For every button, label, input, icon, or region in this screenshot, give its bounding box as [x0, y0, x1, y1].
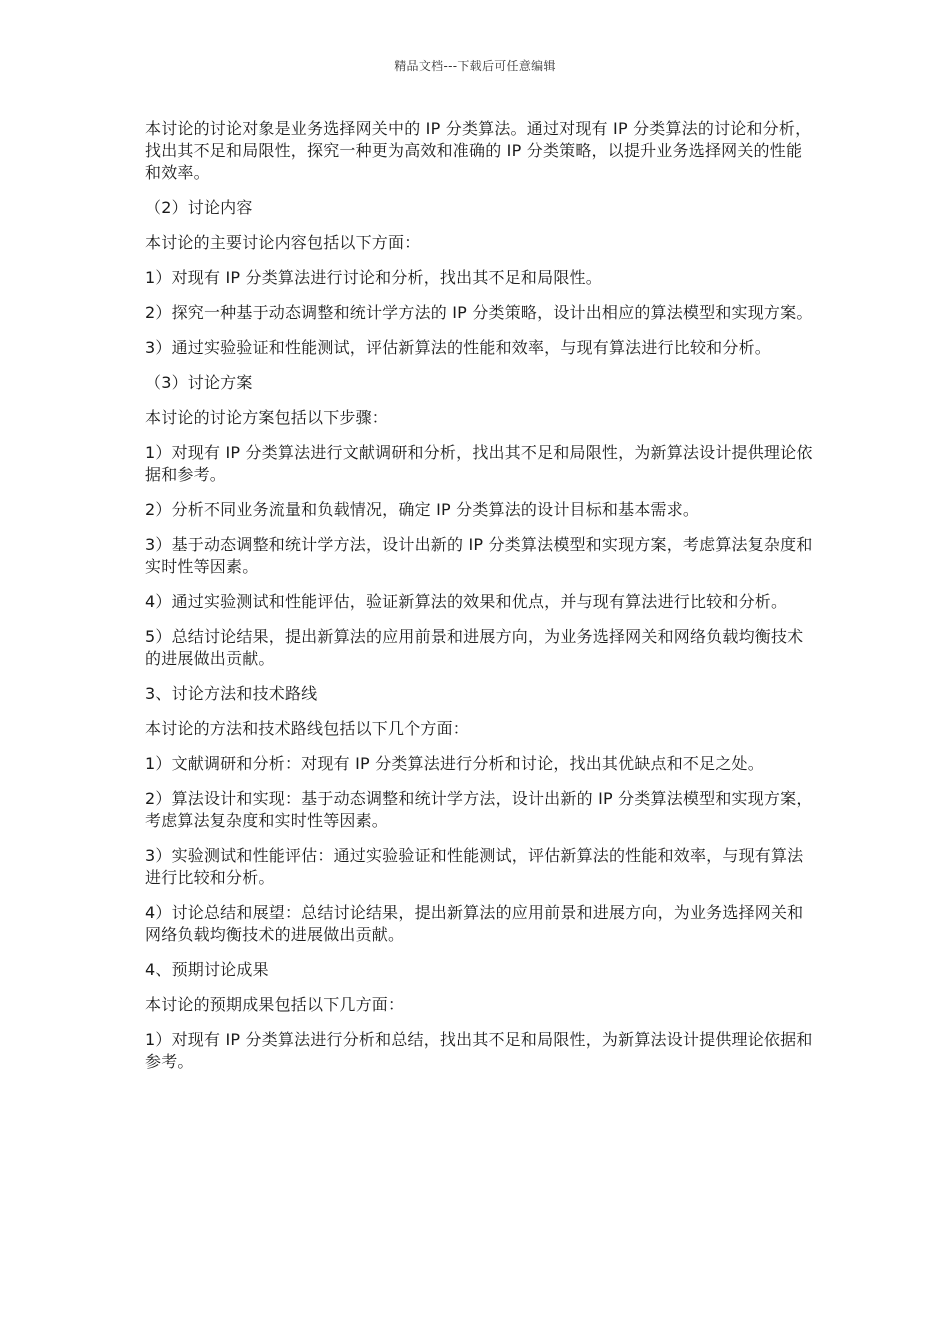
- list-item: 5）总结讨论结果，提出新算法的应用前景和进展方向，为业务选择网关和网络负载均衡技术的进展做出贡献。: [145, 627, 804, 668]
- section-heading-expected-results: 4、预期讨论成果: [145, 960, 269, 979]
- section-heading-discussion-plan: （3）讨论方案: [145, 373, 253, 392]
- paragraph: 本讨论的主要讨论内容包括以下方面：: [145, 233, 421, 252]
- page-header: 精品文档---下载后可任意编辑: [394, 59, 556, 73]
- paragraph: 本讨论的讨论方案包括以下步骤：: [145, 408, 389, 427]
- document-body: [145, 118, 817, 1086]
- list-item: 3）实验测试和性能评估：通过实验验证和性能测试，评估新算法的性能和效率，与现有算法进行比较和分析。: [145, 846, 804, 887]
- list-item: 2）分析不同业务流量和负载情况，确定 IP 分类算法的设计目标和基本需求。: [145, 500, 700, 519]
- list-item: 2）探究一种基于动态调整和统计学方法的 IP 分类策略，设计出相应的算法模型和实现方案。: [145, 303, 813, 322]
- list-item: 1）对现有 IP 分类算法进行讨论和分析，找出其不足和局限性。: [145, 268, 602, 287]
- list-item: 4）通过实验测试和性能评估，验证新算法的效果和优点，并与现有算法进行比较和分析。: [145, 592, 788, 611]
- paragraph: 本讨论的方法和技术路线包括以下几个方面：: [145, 719, 470, 738]
- section-heading-discussion-content: （2）讨论内容: [145, 198, 253, 217]
- paragraph: 本讨论的预期成果包括以下几方面：: [145, 995, 405, 1014]
- list-item: 3）通过实验验证和性能测试，评估新算法的性能和效率，与现有算法进行比较和分析。: [145, 338, 771, 357]
- list-item: 1）文献调研和分析：对现有 IP 分类算法进行分析和讨论，找出其优缺点和不足之处。: [145, 754, 764, 773]
- list-item: 4）讨论总结和展望：总结讨论结果，提出新算法的应用前景和进展方向，为业务选择网关和网络负载均衡技术的进展做出贡献。: [145, 903, 804, 944]
- list-item: 2）算法设计和实现：基于动态调整和统计学方法，设计出新的 IP 分类算法模型和实现方案，考虑算法复杂度和实时性等因素。: [145, 789, 813, 830]
- list-item: 1）对现有 IP 分类算法进行文献调研和分析，找出其不足和局限性，为新算法设计提供理论依据和参考。: [145, 443, 813, 484]
- section-heading-methods: 3、讨论方法和技术路线: [145, 684, 318, 703]
- intro-paragraph: 本讨论的讨论对象是业务选择网关中的 IP 分类算法。通过对现有 IP 分类算法的讨论和分析，找出其不足和局限性，探究一种更为高效和准确的 IP 分类策略，以提升业务选择网关的性能和效率。: [145, 119, 812, 182]
- list-item: 1）对现有 IP 分类算法进行分析和总结，找出其不足和局限性，为新算法设计提供理论依据和参考。: [145, 1030, 813, 1071]
- list-item: 3）基于动态调整和统计学方法，设计出新的 IP 分类算法模型和实现方案，考虑算法复杂度和实时性等因素。: [145, 535, 813, 576]
